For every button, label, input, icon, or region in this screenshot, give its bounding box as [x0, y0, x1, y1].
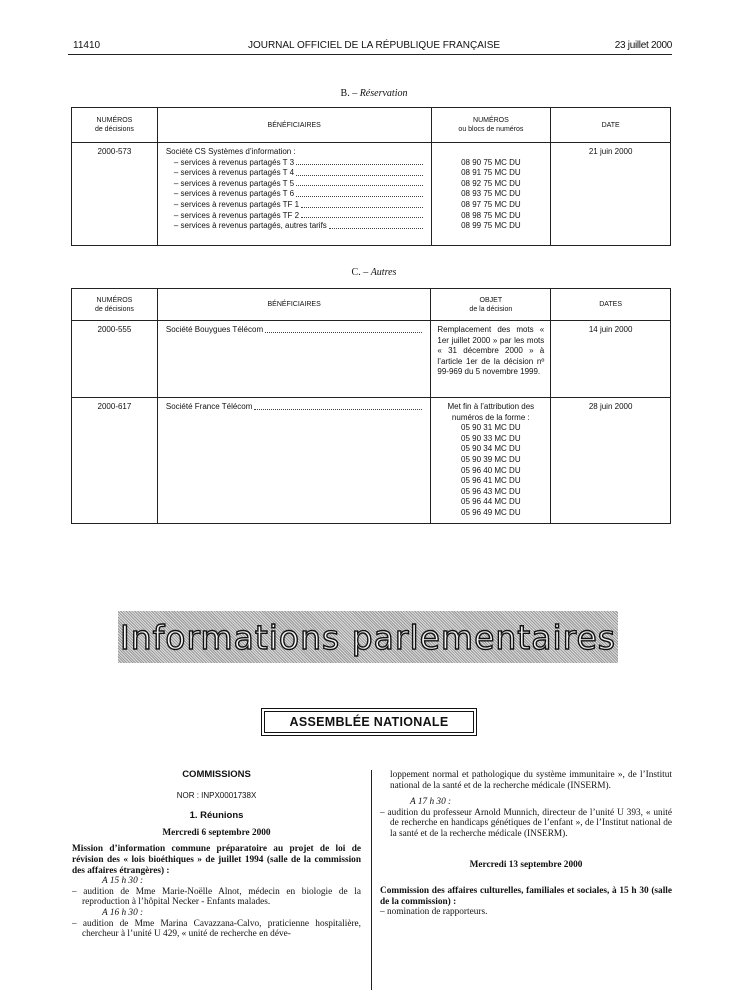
- number-code: 05 96 41 MC DU: [461, 476, 521, 486]
- section-c-name: Autres: [370, 267, 397, 278]
- time-slot: A 15 h 30 :: [102, 876, 144, 887]
- service-line: – services à revenus partagés, autres tarifs: [174, 221, 425, 232]
- column-divider: [371, 770, 372, 990]
- number-block: 08 97 75 MC DU: [461, 199, 521, 209]
- number-block: 08 98 75 MC DU: [461, 210, 521, 220]
- col-header-objet: OBJET de la décision: [431, 289, 551, 321]
- reservation-table: [71, 107, 671, 246]
- number-block: 08 99 75 MC DU: [461, 221, 521, 231]
- decision-number: 2000-573: [72, 143, 158, 246]
- decision-object: Remplacement des mots « 1er juillet 2000 » par les mots « 31 décembre 2000 » à l’article 1er de la décision nº 99-969 du 5 novembre 1999.: [431, 321, 551, 398]
- left-column: [72, 770, 361, 940]
- col-header-date: DATE: [551, 108, 671, 143]
- agenda-item: – audition de Mme Marina Cavazzana-Calvo, praticienne hospitalière, chercheur à l’unité U 429, « unité de recherche en déve-: [72, 918, 361, 940]
- agenda-item: – nomination de rapporteurs.: [380, 907, 488, 918]
- reunions-heading: 1. Réunions: [189, 810, 244, 822]
- decision-object-cell: [431, 398, 551, 524]
- table-header-row: [72, 108, 671, 143]
- section-c-prefix: C. –: [351, 267, 369, 278]
- col-header-beneficiaires: BÉNÉFICIAIRES: [157, 289, 431, 321]
- col-header-decisions: NUMÉROS de décisions: [72, 289, 158, 321]
- number-code: 05 90 31 MC DU: [461, 423, 521, 433]
- number-block: 08 90 75 MC DU: [461, 157, 521, 167]
- number-code: 05 96 43 MC DU: [461, 486, 521, 496]
- col-header-dates: DATES: [551, 289, 671, 321]
- assemblee-nationale-box: [261, 708, 477, 736]
- commissions-heading: COMMISSIONS: [182, 769, 251, 780]
- section-b-name: Réservation: [359, 88, 408, 99]
- service-line: – services à revenus partagés T 3: [174, 158, 425, 169]
- service-line: – services à revenus partagés TF 1: [174, 200, 425, 211]
- informations-parlementaires-banner: [118, 611, 618, 663]
- beneficiary-cell: [157, 321, 431, 398]
- nor-reference: NOR : INPX0001738X: [176, 790, 257, 800]
- decision-object: Met fin à l’attribution des numéros de la forme :: [447, 402, 535, 422]
- number-code: 05 90 33 MC DU: [461, 433, 521, 443]
- beneficiary-name: Société France Télécom: [166, 402, 425, 413]
- mission-title: Mission d’information commune préparatoire au projet de loi de révision des « lois bioéthiques » de juillet 1994 (salle de la commission des affaires étrangères) :: [72, 844, 361, 876]
- decision-number: 2000-617: [72, 398, 158, 524]
- number-code: 05 90 39 MC DU: [461, 454, 521, 464]
- autres-table: [71, 288, 671, 524]
- header-date: 23 juillet 2000: [614, 40, 672, 51]
- section-b-title: [0, 88, 748, 99]
- assemblee-nationale-title: ASSEMBLÉE NATIONALE: [264, 711, 474, 733]
- decision-number: 2000-555: [72, 321, 158, 398]
- number-code: 05 90 34 MC DU: [461, 444, 521, 454]
- col-header-numeros: NUMÉROS ou blocs de numéros: [431, 108, 551, 143]
- meeting-date: Mercredi 13 septembre 2000: [469, 859, 583, 870]
- banner-title: Informations parlementaires: [120, 617, 616, 657]
- number-block: 08 92 75 MC DU: [461, 178, 521, 188]
- number-code: 05 96 49 MC DU: [461, 507, 521, 517]
- service-line: – services à revenus partagés T 6: [174, 189, 425, 200]
- table-row: [72, 321, 671, 398]
- right-column: [380, 770, 672, 918]
- time-slot: A 17 h 30 :: [410, 797, 452, 808]
- commission-title: Commission des affaires culturelles, familiales et sociales, à 15 h 30 (salle de la commission) :: [380, 886, 672, 907]
- service-line: – services à revenus partagés TF 2: [174, 211, 425, 222]
- table-header-row: [72, 289, 671, 321]
- table-row: [72, 143, 671, 246]
- beneficiary-name: Société Bouygues Télécom: [166, 325, 425, 336]
- beneficiary-cell: [157, 143, 431, 246]
- number-code: 05 96 44 MC DU: [461, 497, 521, 507]
- agenda-item-continued: loppement normal et pathologique du système immunitaire », de l’Institut national de la santé et de la recherche médicale (INSERM).: [390, 770, 672, 791]
- section-b-prefix: B. –: [340, 88, 358, 99]
- page-number: 11410: [73, 40, 101, 51]
- header-rule: [68, 54, 672, 55]
- service-line: – services à revenus partagés T 5: [174, 179, 425, 190]
- service-line: – services à revenus partagés T 4: [174, 168, 425, 179]
- decision-date: 21 juin 2000: [551, 143, 671, 246]
- codes-cell: [431, 143, 551, 246]
- beneficiary-name: Société CS Systèmes d’information :: [165, 147, 296, 156]
- section-c-title: [0, 267, 748, 278]
- number-code: 05 96 40 MC DU: [461, 465, 521, 475]
- col-header-decisions: NUMÉROS de décisions: [72, 108, 158, 143]
- meeting-date: Mercredi 6 septembre 2000: [162, 827, 271, 838]
- col-header-beneficiaires: BÉNÉFICIAIRES: [157, 108, 431, 143]
- agenda-item: – audition de Mme Marie-Noëlle Alnot, médecin en biologie de la reproduction à l’hôpital Necker - Enfants malades.: [72, 886, 361, 908]
- beneficiary-cell: [157, 398, 431, 524]
- journal-title: JOURNAL OFFICIEL DE LA RÉPUBLIQUE FRANÇAISE: [247, 40, 501, 51]
- decision-date: 14 juin 2000: [551, 321, 671, 398]
- agenda-item: – audition du professeur Arnold Munnich, directeur de l’unité U 393, « unité de recherche en handicaps génétiques de l’enfant », de l’Institut national de la santé et de la recherche médicale (INSERM).: [380, 807, 672, 839]
- decision-date: 28 juin 2000: [551, 398, 671, 524]
- number-block: 08 91 75 MC DU: [461, 168, 521, 178]
- table-row: [72, 398, 671, 524]
- number-block: 08 93 75 MC DU: [461, 189, 521, 199]
- time-slot: A 16 h 30 :: [102, 907, 144, 918]
